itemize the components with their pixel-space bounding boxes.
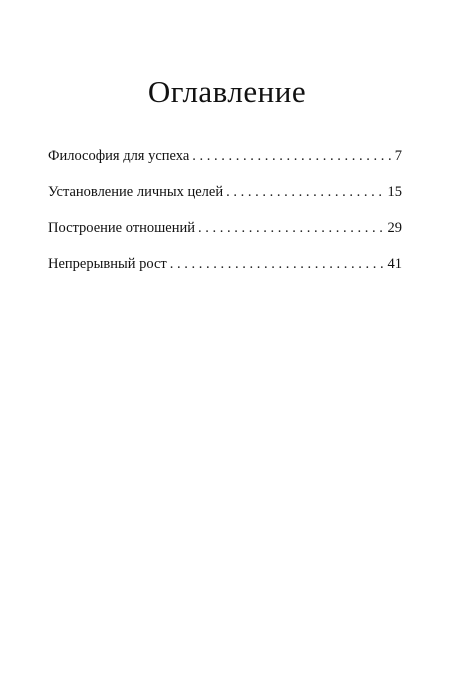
dot-leader bbox=[226, 182, 384, 202]
toc-entry-label: Непрерывный рост bbox=[48, 256, 167, 272]
table-of-contents bbox=[48, 146, 402, 290]
page-title: Оглавление bbox=[147, 74, 307, 109]
toc-entry-label: Установление личных целей bbox=[48, 184, 224, 200]
toc-entry[interactable] bbox=[48, 182, 402, 218]
dot-leader bbox=[192, 146, 391, 166]
toc-entry-label: Философия для успеха bbox=[48, 148, 190, 164]
dot-leader bbox=[170, 254, 385, 274]
toc-entry[interactable] bbox=[48, 146, 402, 182]
toc-entry[interactable] bbox=[48, 218, 402, 254]
dot-leader bbox=[198, 218, 384, 238]
toc-entry-page-number: 41 bbox=[387, 256, 402, 272]
toc-entry-label: Построение отношений bbox=[48, 220, 196, 236]
toc-entry[interactable] bbox=[48, 254, 402, 290]
toc-entry-page-number: 7 bbox=[394, 148, 402, 164]
toc-entry-page-number: 29 bbox=[387, 220, 402, 236]
toc-entry-page-number: 15 bbox=[387, 184, 402, 200]
